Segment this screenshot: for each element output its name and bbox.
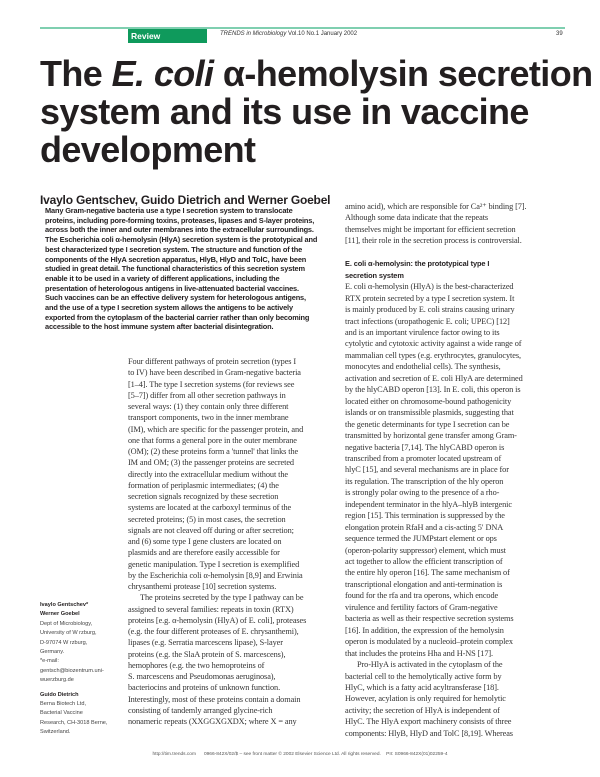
page-number: 39 [556, 31, 563, 37]
body-column-right [345, 201, 526, 739]
text-line: The proteins secreted by the type I pathway can be [140, 593, 304, 603]
text-line: proteins, including pore-forming toxins, proteases, lipases and S-layer proteins, [45, 215, 315, 225]
text-line: islands or on transmissible plasmids, suggesting that [345, 408, 514, 418]
text-line: HlyC, which is a fatty acid acyltransferase [18]. [345, 683, 499, 693]
text-line: [1–4]. The type I secretion systems (for reviews see [128, 379, 295, 389]
text-line: S. marcescens and Pseudomonas aeruginosa), [128, 672, 276, 681]
text-line: elongation protein RfaH and a cis-acting 5′ DNA [345, 522, 504, 532]
text-line: transport components, two in the inner membrane [128, 413, 289, 423]
text-line: E. coli α-hemolysin (HlyA) is the best-characterized [345, 282, 514, 292]
text-line: IM and OM; (3) the passenger proteins are secreted [128, 458, 294, 468]
affiliation-names-2 [40, 691, 107, 700]
text-line: directly into the extracellular medium without the [128, 469, 288, 479]
text-line: operon is modulated by a nucleoid–protein complex [345, 637, 513, 647]
text-line: Research, CH-3018 Berne, [40, 719, 108, 726]
text-line: and is an important virulence factor owing to its [345, 327, 500, 337]
text-line: secreted proteins; (5) in most cases, the secretion [128, 514, 286, 524]
text-line: proteins [e.g. α-hemolysin (HlyA) of E. coli], proteases [128, 615, 307, 625]
text-line: Pro-HlyA is activated in the cytoplasm of the [357, 660, 503, 670]
text-line: the entire hly operon [16]. The same mechanism of [345, 568, 510, 578]
text-line: plasmids and are therefore easily accessible for [128, 548, 280, 558]
text-line: Guido Dietrich [40, 691, 79, 698]
text-line: bacterial cell to the hemolytically active form by [345, 671, 502, 681]
text-line: Such vaccines can be an effective delivery system for heterologous antigens, [45, 293, 306, 303]
text-line: virulence and fertility factors of Gram-negative [345, 602, 498, 612]
text-line: best characterized type I secretion system. The structure and function of the [45, 244, 303, 254]
title-species: E. coli [111, 53, 214, 94]
text-line: sequence termed the JUMPstart element or ops [345, 534, 497, 544]
text-line: HlyC. The HlyA export machinery consists of three [345, 717, 512, 727]
text-line: negative bacteria [7,14]. The hlyCABD operon is [345, 442, 505, 452]
text-line: that includes the proteins Hha and H-NS [17]. [345, 648, 494, 658]
text-line: (OM); (2) these proteins form a 'tunnel' that links the [128, 447, 299, 456]
text-line: across both the inner and outer membranes into the extracellular surroundings. [45, 225, 314, 235]
text-line: components: HlyB, HlyD and TolC [8,19]. Whereas [345, 728, 513, 738]
text-line: [16]. In addition, the expression of the hemolysin [345, 625, 504, 635]
text-line: and the use of a type I secretion system allows the antigens to be actively [45, 303, 293, 313]
text-line: formation of periplasmic intermediates; (4) the [128, 480, 279, 490]
text-line: systems are located at the carboxyl terminus of the [128, 503, 292, 513]
journal-name: TRENDS in Microbiology [220, 31, 287, 37]
text-line: The Escherichia coli α-hemolysin (HlyA) secretion system is the prototypical and [45, 235, 318, 245]
text-line: chrysanthemi protease [10] secretion systems. [128, 582, 277, 591]
text-line: hlyC [15], and several mechanisms are in place for [345, 465, 509, 475]
text-line: and (6) some type I gene clusters are located on [128, 537, 282, 546]
text-line: components of the HlyA secretion apparatus, HlyB, HlyD and TolC, have been [45, 254, 307, 264]
section-body [345, 281, 526, 739]
journal-info [220, 31, 357, 37]
text-line: enable it to be used in a variety of different applications, including the [45, 273, 280, 283]
text-line: secretion signals recognized by these secretion [128, 492, 279, 501]
affiliation-names-1 [40, 601, 107, 620]
abstract [45, 206, 317, 332]
text-line: exported from the cytoplasm of the bacterial carrier rather than only becoming [45, 312, 310, 322]
text-line: tract infections (uropathogenic E. coli; UPEC) [12] [345, 316, 510, 326]
text-line: consisting of tandemly arranged glycine-rich [128, 705, 273, 715]
text-line: Bacterial Vaccine [40, 710, 83, 717]
text-line: [5–7]) differ from all other secretion pathways in [128, 390, 286, 400]
text-line: found for the rfa and tra operons, which encode [345, 591, 499, 601]
text-line: Ivaylo Gentschev* [40, 602, 89, 608]
text-line: mammalian cell types (e.g. erythrocytes, granulocytes, [345, 350, 521, 360]
text-line: independent terminator in the hlyA–hlyB intergenic [345, 499, 512, 509]
header-rule [40, 27, 565, 29]
text-line: by the hlyCABD operon [13]. In E. coli, this operon is [345, 385, 521, 395]
text-line: studied in great detail. The functional characteristics of this secretion system [45, 264, 305, 274]
text-line: cytolytic and cytotoxic activity against a wide range of [345, 339, 522, 349]
text-line: secretion system [345, 270, 404, 280]
page-footer: http://tim.trends.com 0966-842X/02/$ – see front matter © 2002 Elsevier Science Ltd. All rights reserved. PII: S0966-842X(01)02259-4 [152, 752, 448, 757]
title-text: α-hemolysin secretion [213, 53, 593, 94]
text-line: bacteria as well as their respective secretion systems [345, 614, 514, 624]
text-line: to IV) have been described in Gram-negative bacteria [128, 368, 301, 378]
text-line: However, acylation is only required for hemolytic [345, 694, 506, 704]
text-line: Dept of Microbiology, [40, 620, 93, 627]
text-line: University of W rzburg, [40, 630, 97, 637]
text-line: activation and secretion of E. coli HlyA are determined [345, 373, 523, 383]
text-line: lipases (e.g. Serratia marcescens lipase), S-layer [128, 638, 283, 648]
text-line: *e-mail: [40, 658, 59, 665]
text-line: presentation of heterologous antigens in live-attenuated bacterial vaccines. [45, 283, 299, 293]
text-line: the genetic determinants for type I secretion can be [345, 419, 510, 429]
article-title [40, 55, 593, 169]
text-line: Germany. [40, 649, 65, 656]
text-line: transmitted by horizontal gene transfer among Gram- [345, 431, 517, 441]
text-line: amino acid), which are responsible for Ca²⁺ binding [7]. [345, 202, 527, 211]
text-line: Berna Biotech Ltd, [40, 701, 87, 708]
text-line: transcriptional elongation and anti-termination is [345, 579, 503, 589]
text-line: signals are not cleaved off during or after secretion; [128, 525, 294, 535]
title-line-2: system and its use in vaccine [40, 91, 529, 132]
text-line: nonameric repeats (XXGGXGXDX; where X = any [128, 717, 297, 726]
text-line: is strongly polar owing to the presence of a rho- [345, 488, 500, 498]
title-line-3: development [40, 129, 256, 170]
author-list: Ivaylo Gentschev, Guido Dietrich and Werner Goebel [40, 193, 331, 207]
affiliation-address-2 [40, 700, 107, 738]
text-line: (e.g. the four different proteases of E. chrysanthemi), [128, 627, 299, 636]
text-line: Although some data indicate that the repeats [345, 213, 489, 223]
text-line: bacteriocins and proteins of unknown function. [128, 683, 281, 693]
text-line: its regulation. The transcription of the hly operon [345, 476, 504, 486]
text-line: several ways: (1) they contain only three different [128, 402, 289, 411]
section-heading [345, 258, 526, 281]
text-line: assigned to several families: repeats in toxin (RTX) [128, 604, 294, 614]
journal-issue: Vol.10 No.1 January 2002 [288, 31, 358, 37]
author-affiliations [40, 601, 107, 738]
text-line: is mainly produced by E. coli strains causing urinary [345, 305, 515, 315]
text-line: Many Gram-negative bacteria use a type I secretion system to translocate [45, 206, 293, 215]
text-line: genetic manipulation. Type I secretion is exemplified [128, 559, 300, 569]
affiliation-address-1 [40, 620, 107, 686]
text-line: E. coli α-hemolysin: the prototypical type I [345, 259, 490, 269]
text-line: gentsch@biozentrum.uni- [40, 667, 104, 674]
text-line: by the Escherichia coli α-hemolysin [8,9] and Erwinia [128, 570, 303, 580]
text-line: act together to allow the efficient transcription of [345, 557, 503, 567]
text-line: proteins (e.g. the SlaA protein of S. marcescens), [128, 649, 286, 659]
body-column-left [128, 356, 306, 727]
text-line: monocytes and endothelial cells). The synthesis, [345, 362, 501, 372]
text-line: transcribed from a promoter located upstream of [345, 453, 502, 463]
spacer [345, 247, 526, 258]
text-line: (operon-polarity suppressor) element, which must [345, 545, 506, 555]
text-line: RTX protein secreted by a type I secretion system. It [345, 293, 515, 303]
intro-paragraph [345, 201, 526, 247]
text-line: Interestingly, most of these proteins contain a domain [128, 694, 301, 704]
text-line: [11], their role in the secretion process is controversial. [345, 236, 522, 246]
text-line: located either on chromosome-bound pathogenicity [345, 396, 512, 406]
text-line: Werner Goebel [40, 611, 80, 618]
text-line: D-97074 W rzburg, [40, 639, 88, 646]
title-text: The [40, 53, 112, 94]
text-line: (IM), which are specific for the passenger protein, and [128, 424, 304, 434]
text-line: accessible to the host immune system after bacterial disintegration. [45, 322, 274, 332]
text-line: one that forms a general pore in the outer membrane [128, 435, 297, 445]
text-line: themselves might be important for efficient secretion [345, 224, 516, 234]
section-badge: Review [128, 29, 207, 43]
text-line: hemophores (e.g. the two hemoproteins of [128, 660, 265, 670]
text-line: activity; the secretion of HlyA is independent of [345, 705, 500, 715]
text-line: region [15]. This termination is suppressed by the [345, 511, 505, 521]
text-line: Four different pathways of protein secretion (types I [128, 357, 297, 366]
title-line-1 [40, 55, 593, 93]
text-line: Switzerland. [40, 729, 71, 736]
text-line: wuerzburg.de [40, 677, 74, 684]
